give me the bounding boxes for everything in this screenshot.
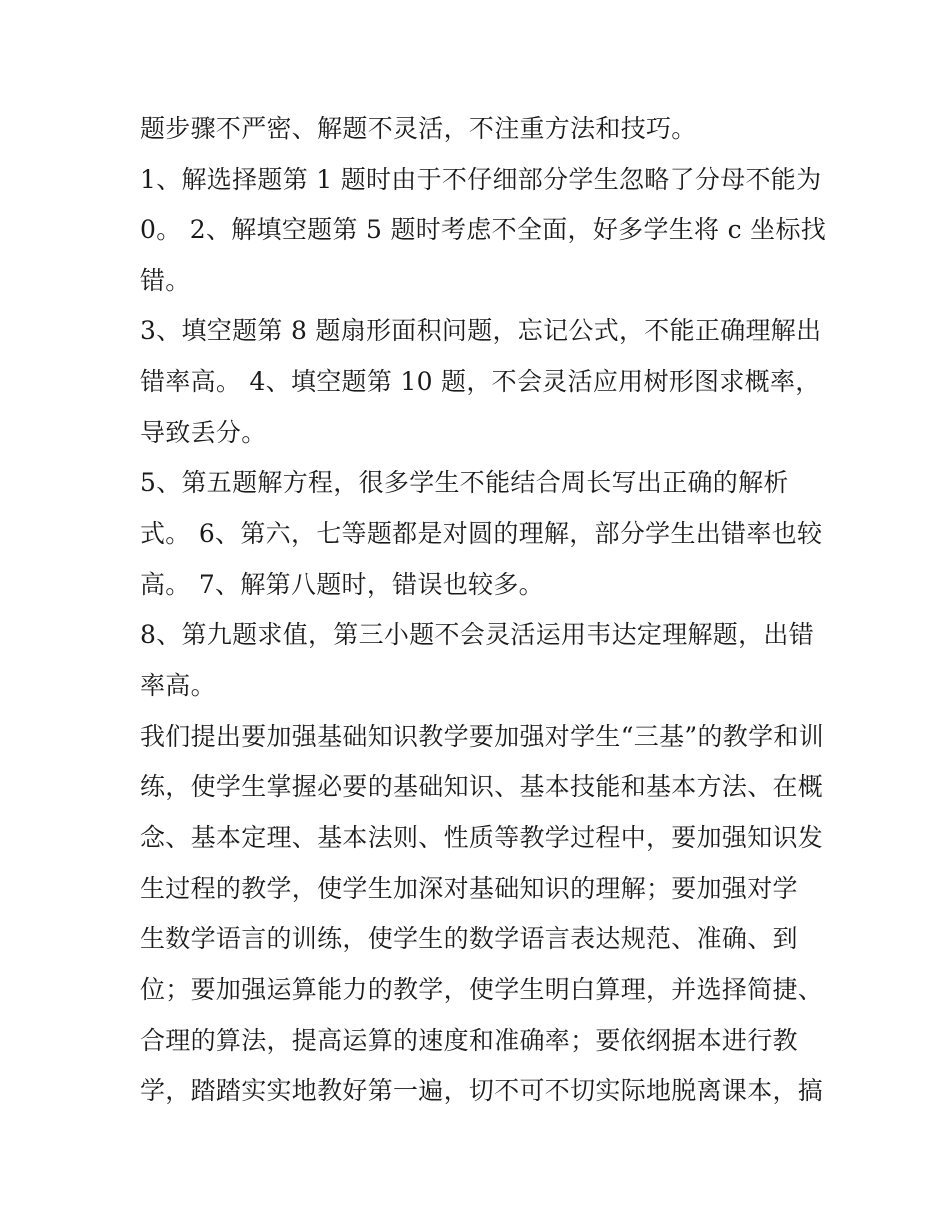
text-line-4: 错。 (140, 266, 191, 295)
text-line-17: 生数学语言的训练，使学生的数学语言表达规范、准确、到 (140, 924, 798, 953)
text-line-14: 练，使学生掌握必要的基础知识、基本技能和基本方法、在概 (140, 772, 824, 801)
text-line-12: 率高。 (140, 671, 216, 700)
text-line-15: 念、基本定理、基本法则、性质等教学过程中，要加强知识发 (140, 823, 824, 852)
text-line-8: 5、第五题解方程，很多学生不能结合周长写出正确的解析 (140, 468, 789, 497)
text-line-18: 位；要加强运算能力的教学，使学生明白算理，并选择简捷、 (140, 975, 824, 1004)
text-line-5: 3、填空题第 8 题扇形面积问题，忘记公式，不能正确理解出 (140, 316, 822, 345)
text-line-9: 式。 6、第六，七等题都是对圆的理解，部分学生出错率也较 (140, 519, 823, 548)
text-line-1: 题步骤不严密、解题不灵活，不注重方法和技巧。 (140, 114, 697, 143)
text-line-10: 高。 7、解第八题时，错误也较多。 (140, 570, 544, 599)
text-line-16: 生过程的教学，使学生加深对基础知识的理解；要加强对学 (140, 874, 798, 903)
text-line-3: 0。 2、解填空题第 5 题时考虑不全面，好多学生将 c 坐标找 (140, 215, 827, 244)
text-line-11: 8、第九题求值，第三小题不会灵活运用韦达定理解题，出错 (140, 620, 815, 649)
text-line-20: 学，踏踏实实地教好第一遍，切不可不切实际地脱离课本，搞 (140, 1076, 824, 1105)
text-line-13: 我们提出要加强基础知识教学要加强对学生“三基”的教学和训 (140, 722, 824, 751)
text-line-7: 导致丢分。 (140, 418, 267, 447)
text-line-19: 合理的算法，提高运算的速度和准确率；要依纲据本进行教 (140, 1026, 798, 1055)
text-line-2: 1、解选择题第 1 题时由于不仔细部分学生忽略了分母不能为 (140, 165, 822, 194)
text-line-6: 错率高。 4、填空题第 10 题，不会灵活应用树形图求概率， (140, 367, 821, 396)
